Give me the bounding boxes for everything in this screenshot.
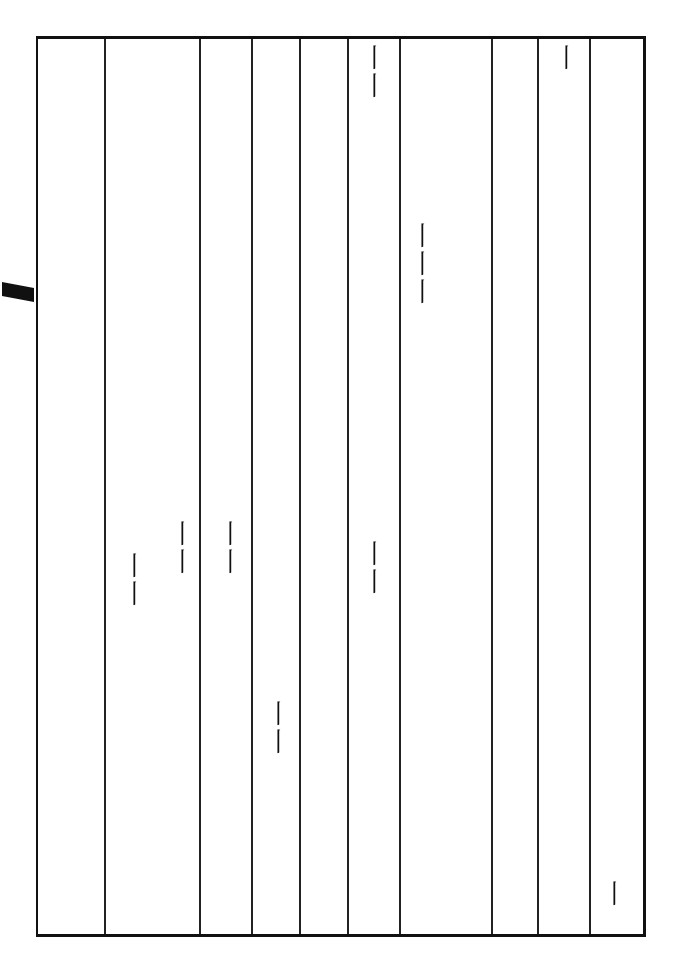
text-column-5-marks: 丨丨丨 [405, 222, 435, 306]
text-column-6-tail: 丨丨 [357, 540, 387, 596]
text-column-9-marks: 丨丨 [213, 520, 243, 576]
frame-left [36, 36, 38, 937]
frame-right [643, 36, 646, 937]
column-rule [347, 39, 349, 934]
gutter-fishtail-mark [2, 282, 34, 302]
text-column-8-marks: 丨丨 [261, 700, 291, 756]
frame-bottom [36, 934, 646, 937]
text-column-6-marks: 丨丨 [357, 44, 387, 100]
column-rule [251, 39, 253, 934]
column-rule [589, 39, 591, 934]
frame-top [36, 36, 646, 39]
column-rule [537, 39, 539, 934]
column-rule [104, 39, 106, 934]
column-rule [491, 39, 493, 934]
column-rule [399, 39, 401, 934]
text-column-11-marks: 丨丨 [117, 552, 147, 608]
column-rule [199, 39, 201, 934]
column-rule [299, 39, 301, 934]
text-column-2-mark: 丨 [549, 44, 579, 72]
text-column-1-tail: 丨 [597, 880, 627, 908]
text-column-10-marks: 丨丨 [165, 520, 195, 576]
